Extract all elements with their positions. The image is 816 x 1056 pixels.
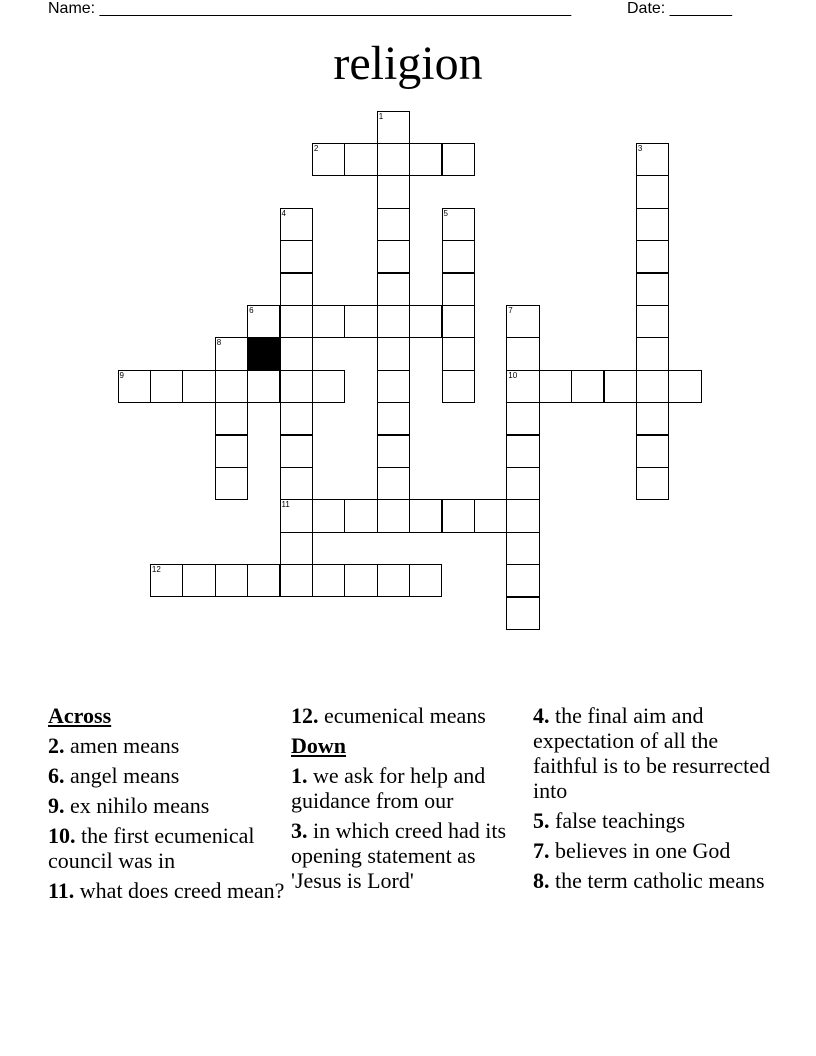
grid-cell[interactable]: [409, 143, 442, 176]
clue-number: 5: [443, 208, 448, 218]
grid-cell[interactable]: [506, 564, 539, 597]
grid-cell[interactable]: [247, 564, 280, 597]
grid-cell[interactable]: [442, 305, 475, 338]
clue-number: 10: [508, 370, 518, 380]
grid-cell[interactable]: [377, 337, 410, 370]
clue-number: 11: [281, 500, 290, 510]
grid-cell[interactable]: [280, 240, 313, 273]
clue-item: [48, 763, 286, 788]
grid-cell[interactable]: [506, 532, 539, 565]
clue-item: [533, 838, 771, 863]
grid-cell[interactable]: [636, 143, 669, 176]
clue-item: [291, 818, 529, 893]
clue-item: [48, 733, 286, 758]
grid-cell[interactable]: [312, 143, 345, 176]
clue-number: 8: [216, 338, 222, 348]
grid-cell[interactable]: [636, 175, 669, 208]
grid-cell[interactable]: [118, 370, 151, 403]
grid-cell[interactable]: [215, 337, 248, 370]
clue-text: the final aim and expectation of all the faithful is to be resurrected into: [533, 703, 771, 803]
clue-number-label: 8.: [533, 868, 550, 893]
clue-number: 9: [119, 370, 124, 380]
grid-cell[interactable]: [312, 370, 345, 403]
grid-cell[interactable]: [344, 564, 377, 597]
grid-cell[interactable]: [442, 143, 475, 176]
grid-cell[interactable]: [442, 499, 475, 532]
grid-cell[interactable]: [442, 370, 475, 403]
grid-cell[interactable]: [150, 370, 183, 403]
clue-number: 3: [637, 143, 643, 153]
grid-cell[interactable]: [247, 305, 280, 338]
grid-cell[interactable]: [377, 402, 410, 435]
clue-number-label: 1.: [291, 763, 308, 788]
clue-number-label: 12.: [291, 703, 319, 728]
clue-text: ecumenical means: [318, 703, 486, 728]
grid-cell[interactable]: [506, 402, 539, 435]
grid-cell[interactable]: [539, 370, 572, 403]
grid-cell[interactable]: [280, 467, 313, 500]
grid-cell[interactable]: [182, 370, 215, 403]
clue-item: [533, 808, 771, 833]
grid-cell[interactable]: [604, 370, 637, 403]
clue-text: in which creed had its opening statement as 'Jesus is Lord': [291, 818, 507, 893]
grid-cell[interactable]: [506, 370, 539, 403]
grid-cell[interactable]: [280, 532, 313, 565]
grid-cell[interactable]: [377, 273, 410, 306]
grid-cell[interactable]: [312, 499, 345, 532]
grid-cell[interactable]: [506, 597, 539, 630]
grid-cell[interactable]: [215, 564, 248, 597]
clue-number-label: 5.: [533, 808, 550, 833]
name-label: Name:: [48, 0, 96, 17]
grid-cell[interactable]: [312, 564, 345, 597]
name-line: _____________________________________________________: [99, 0, 572, 17]
grid-cell[interactable]: [636, 208, 669, 241]
grid-cell[interactable]: [506, 435, 539, 468]
grid-cell[interactable]: [247, 370, 280, 403]
grid-cell[interactable]: [182, 564, 215, 597]
clue-item: [48, 793, 286, 818]
grid-cell[interactable]: [280, 370, 313, 403]
grid-cell[interactable]: [344, 305, 377, 338]
grid-cell[interactable]: [215, 370, 248, 403]
grid-cell[interactable]: [344, 499, 377, 532]
grid-cell[interactable]: [377, 175, 410, 208]
clue-text: ex nihilo means: [64, 793, 210, 818]
clue-text: amen means: [64, 733, 180, 758]
grid-cell[interactable]: [409, 499, 442, 532]
grid-cell[interactable]: [506, 499, 539, 532]
clue-column-3: [533, 703, 771, 898]
grid-cell[interactable]: [409, 564, 442, 597]
grid-cell[interactable]: [377, 499, 410, 532]
grid-cell[interactable]: [636, 240, 669, 273]
clue-item: [48, 823, 286, 873]
clue-number: 6: [249, 305, 254, 315]
down-heading: Down: [291, 733, 347, 758]
grid-cell[interactable]: [377, 467, 410, 500]
date-line: _______: [669, 0, 732, 17]
grid-cell[interactable]: [280, 273, 313, 306]
grid-cell[interactable]: [215, 467, 248, 500]
grid-cell[interactable]: [506, 305, 539, 338]
clue-number-label: 3.: [291, 818, 308, 843]
grid-cell[interactable]: [150, 564, 183, 597]
clue-number-label: 11.: [48, 878, 75, 903]
clue-number-label: 4.: [533, 703, 550, 728]
grid-cell[interactable]: [571, 370, 604, 403]
clue-text: we ask for help and guidance from our: [291, 763, 486, 813]
across-heading: Across: [48, 703, 112, 728]
clue-column-2: [291, 703, 529, 898]
clue-number-label: 2.: [48, 733, 65, 758]
clue-number: 4: [281, 208, 286, 218]
clue-text: believes in one God: [549, 838, 731, 863]
grid-cell[interactable]: [377, 240, 410, 273]
grid-cell[interactable]: [377, 305, 410, 338]
grid-cell[interactable]: [280, 208, 313, 241]
clue-text: angel means: [64, 763, 180, 788]
clue-number: 2: [313, 143, 319, 153]
grid-cell[interactable]: [442, 240, 475, 273]
clue-number: 7: [508, 305, 513, 315]
clue-number-label: 7.: [533, 838, 550, 863]
puzzle-title: religion: [333, 37, 483, 90]
grid-cell[interactable]: [636, 370, 669, 403]
grid-cell[interactable]: [344, 143, 377, 176]
grid-cell[interactable]: [377, 111, 410, 144]
clue-number-label: 9.: [48, 793, 65, 818]
grid-cell[interactable]: [506, 467, 539, 500]
black-cell: [247, 337, 280, 370]
grid-cell[interactable]: [442, 208, 475, 241]
clue-item: [533, 868, 771, 893]
grid-cell[interactable]: [280, 499, 313, 532]
clue-item: [291, 703, 529, 728]
grid-cell[interactable]: [636, 402, 669, 435]
grid-cell[interactable]: [215, 435, 248, 468]
grid-cell[interactable]: [636, 273, 669, 306]
clue-item: [48, 878, 286, 903]
grid-cell[interactable]: [377, 370, 410, 403]
grid-cell[interactable]: [442, 273, 475, 306]
grid-cell[interactable]: [506, 337, 539, 370]
grid-cell[interactable]: [280, 402, 313, 435]
grid-cell[interactable]: [442, 337, 475, 370]
grid-cell[interactable]: [377, 143, 410, 176]
grid-cell[interactable]: [668, 370, 701, 403]
grid-cell[interactable]: [636, 467, 669, 500]
clue-text: what does creed mean?: [74, 878, 285, 903]
grid-cell[interactable]: [636, 337, 669, 370]
grid-cell[interactable]: [377, 564, 410, 597]
grid-cell[interactable]: [636, 305, 669, 338]
clue-number-label: 6.: [48, 763, 65, 788]
grid-cell[interactable]: [280, 305, 313, 338]
clue-number: 1: [378, 111, 384, 121]
clue-number-label: 10.: [48, 823, 76, 848]
grid-cell[interactable]: [409, 305, 442, 338]
clue-text: the first ecumenical council was in: [48, 823, 255, 873]
clue-number: 12: [151, 565, 161, 575]
grid-cell[interactable]: [280, 435, 313, 468]
clue-text: the term catholic means: [549, 868, 765, 893]
grid-cell[interactable]: [280, 564, 313, 597]
grid-cell[interactable]: [474, 499, 507, 532]
clue-text: false teachings: [549, 808, 686, 833]
clue-item: [533, 703, 771, 803]
grid-cell[interactable]: [377, 208, 410, 241]
grid-cell[interactable]: [280, 337, 313, 370]
grid-cell[interactable]: [636, 435, 669, 468]
grid-cell[interactable]: [312, 305, 345, 338]
clue-column-1: [48, 703, 286, 908]
grid-cell[interactable]: [215, 402, 248, 435]
date-label: Date:: [627, 0, 666, 17]
grid-cell[interactable]: [377, 435, 410, 468]
clue-item: [291, 763, 529, 813]
